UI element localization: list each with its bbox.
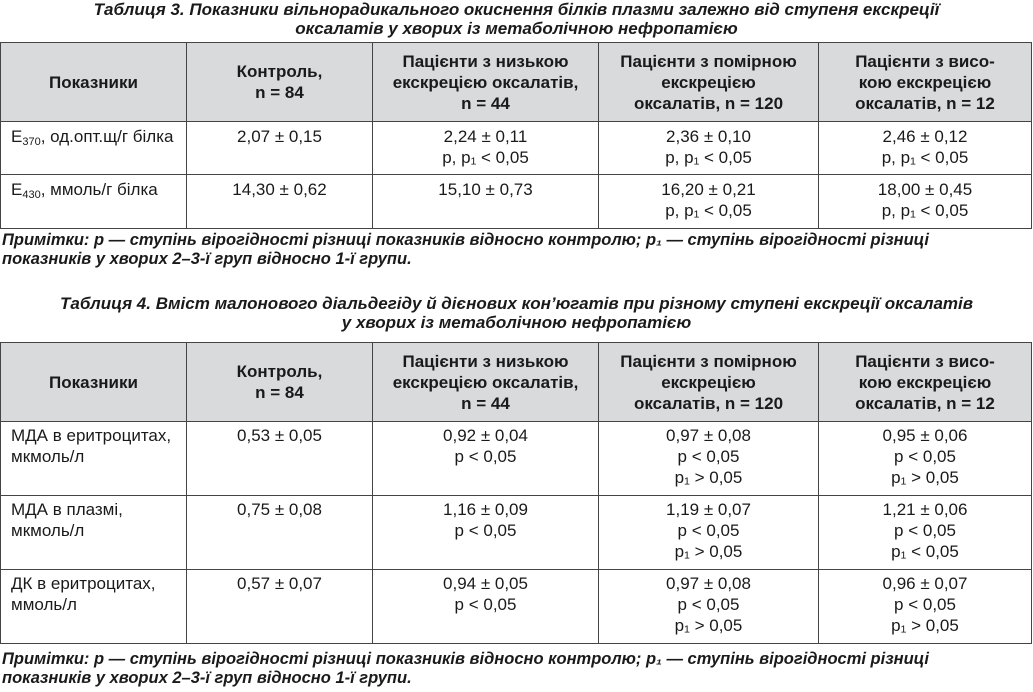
high-value: 0,96 ± 0,07 p < 0,05 p₁ > 0,05 <box>819 570 1032 644</box>
control-value: 2,07 ± 0,15 <box>187 122 373 175</box>
table4-header-row <box>1 343 1032 422</box>
high-value: 0,95 ± 0,06 p < 0,05 p₁ > 0,05 <box>819 422 1032 496</box>
table3-caption <box>0 0 1033 38</box>
table3-header-row <box>1 43 1032 122</box>
moderate-value: 0,97 ± 0,08 p < 0,05 p₁ > 0,05 <box>599 422 819 496</box>
table3-caption-line2: оксалатів у хворих із метаболічною нефропатією <box>295 19 738 38</box>
table-row <box>1 570 1032 644</box>
table4-caption-line2: у хворих із метаболічною нефропатією <box>341 313 692 332</box>
row-label: МДА в плазмі, мкмоль/л <box>1 496 187 570</box>
row-label: $E_{430}$, ммоль/г білка <box>1 175 187 229</box>
table3-header-high: Пацієнти з висо- кою екскрецією оксалатів, n = 12 <box>819 43 1032 122</box>
table4-note-line1: Примітки: p — ступінь вірогідності різниці показників відносно контролю; p₁ — ступінь вірогідності різниці <box>2 650 929 668</box>
table3-note <box>2 231 1032 269</box>
moderate-value: 2,36 ± 0,10 p, p₁ < 0,05 <box>599 122 819 175</box>
moderate-value: 16,20 ± 0,21 p, p₁ < 0,05 <box>599 175 819 229</box>
high-value: 18,00 ± 0,45 p, p₁ < 0,05 <box>819 175 1032 229</box>
table-row <box>1 175 1032 229</box>
table3-note-line1: Примітки: p — ступінь вірогідності різниці показників відносно контролю; p₁ — ступінь вірогідності різниці <box>2 231 929 249</box>
table4 <box>0 342 1032 644</box>
row-label: МДА в еритроцитах, мкмоль/л <box>1 422 187 496</box>
table3-caption-line1: Таблиця 3. Показники вільнорадикального окиснення білків плазми залежно від ступеня екскреції <box>93 0 940 19</box>
high-value: 1,21 ± 0,06 p < 0,05 p₁ < 0,05 <box>819 496 1032 570</box>
table3 <box>0 42 1032 229</box>
table-row <box>1 496 1032 570</box>
table3-header-moderate: Пацієнти з помірною екскрецією оксалатів, n = 120 <box>599 43 819 122</box>
table4-note <box>2 650 1032 688</box>
table4-note-line2: показників у хворих 2–3-ї груп відносно 1-ї групи. <box>2 669 412 687</box>
low-value: 15,10 ± 0,73 <box>373 175 599 229</box>
row-label: ДК в еритроцитах, ммоль/л <box>1 570 187 644</box>
table3-header-control: Контроль, n = 84 <box>187 43 373 122</box>
moderate-value: 1,19 ± 0,07 p < 0,05 p₁ > 0,05 <box>599 496 819 570</box>
table4-header-moderate: Пацієнти з помірною екскрецією оксалатів, n = 120 <box>599 343 819 422</box>
table3-header-low: Пацієнти з низькою екскрецією оксалатів, n = 44 <box>373 43 599 122</box>
high-value: 2,46 ± 0,12 p, p₁ < 0,05 <box>819 122 1032 175</box>
low-value: 0,94 ± 0,05 p < 0,05 <box>373 570 599 644</box>
moderate-value: 0,97 ± 0,08 p < 0,05 p₁ > 0,05 <box>599 570 819 644</box>
table4-header-indicators: Показники <box>1 343 187 422</box>
table-row <box>1 122 1032 175</box>
table4-header-control: Контроль, n = 84 <box>187 343 373 422</box>
table4-header-low: Пацієнти з низькою екскрецією оксалатів, n = 44 <box>373 343 599 422</box>
low-value: 2,24 ± 0,11 p, p₁ < 0,05 <box>373 122 599 175</box>
table4-caption <box>0 294 1033 332</box>
table4-header-high: Пацієнти з висо- кою екскрецією оксалатів, n = 12 <box>819 343 1032 422</box>
table4-caption-line1: Таблиця 4. Вміст малонового діальдегіду й дієнових кон’югатів при різному ступені екскреції оксалатів <box>59 294 974 313</box>
row-label: $E_{370}$, од.опт.щ/г білка <box>1 122 187 175</box>
low-value: 1,16 ± 0,09 p < 0,05 <box>373 496 599 570</box>
low-value: 0,92 ± 0,04 p < 0,05 <box>373 422 599 496</box>
control-value: 0,57 ± 0,07 <box>187 570 373 644</box>
table-row <box>1 422 1032 496</box>
table3-header-indicators: Показники <box>1 43 187 122</box>
control-value: 14,30 ± 0,62 <box>187 175 373 229</box>
control-value: 0,53 ± 0,05 <box>187 422 373 496</box>
table3-note-line2: показників у хворих 2–3-ї груп відносно 1-ї групи. <box>2 250 412 268</box>
control-value: 0,75 ± 0,08 <box>187 496 373 570</box>
